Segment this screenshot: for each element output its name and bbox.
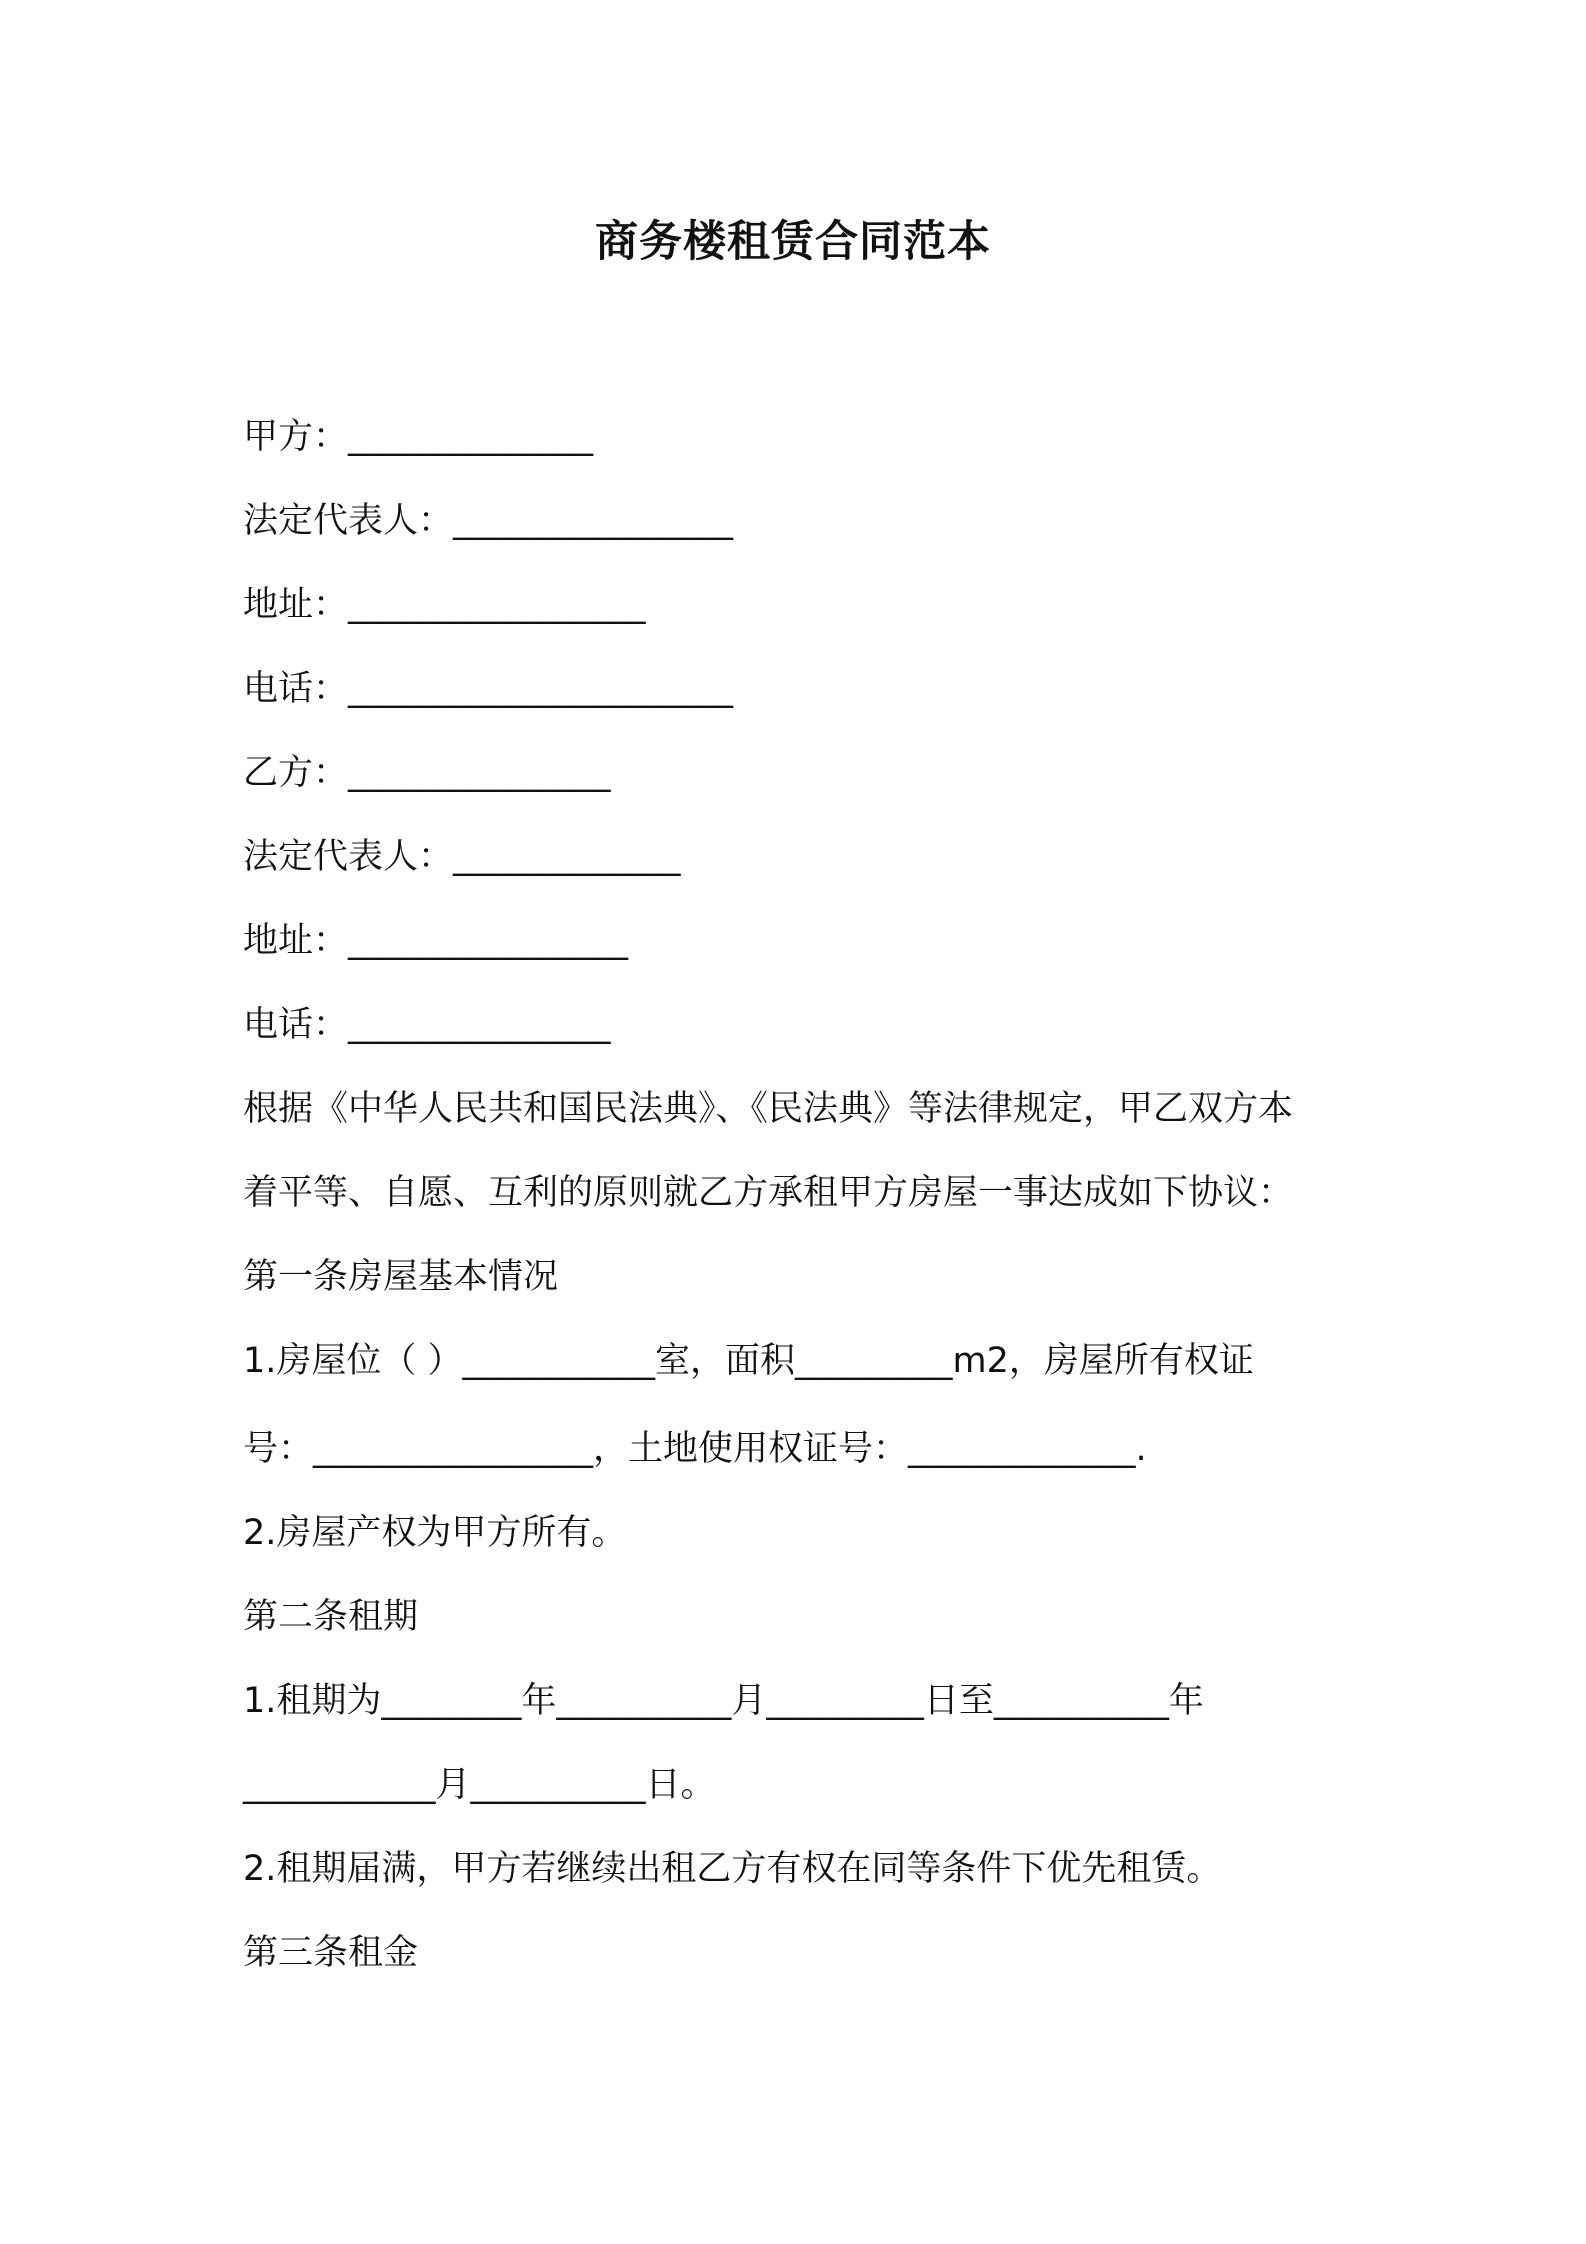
party-a-representative: 法定代表人：________________ <box>243 501 734 541</box>
party-a-address: 地址：_________________ <box>243 585 646 625</box>
article-1-heading: 第一条房屋基本情况 <box>243 1257 559 1297</box>
party-b-name: 乙方：_______________ <box>243 753 611 793</box>
article-2-item-1-line-2: ___________月__________日。 <box>243 1765 716 1805</box>
article-2-item-1-line-1: 1.租期为________年__________月_________日至__________年 <box>243 1681 1204 1721</box>
article-2-item-2: 2.租期届满，甲方若继续出租乙方有权在同等条件下优先租赁。 <box>243 1849 1222 1889</box>
party-b-phone: 电话：_______________ <box>243 1005 611 1045</box>
preamble-line-1: 根据《中华人民共和国民法典》、《民法典》等法律规定，甲乙双方本 <box>243 1089 1294 1129</box>
party-b-representative: 法定代表人：_____________ <box>243 837 681 877</box>
article-1-item-2: 2.房屋产权为甲方所有。 <box>243 1513 627 1553</box>
article-1-item-1-line-2: 号：________________，土地使用权证号：_____________. <box>243 1429 1147 1469</box>
document-title: 商务楼租赁合同范本 <box>595 217 991 267</box>
party-a-name: 甲方：______________ <box>243 417 594 457</box>
article-3-heading: 第三条租金 <box>243 1933 419 1973</box>
party-a-phone: 电话：______________________ <box>243 669 734 709</box>
article-1-item-1-line-1: 1.房屋位（ ）___________室，面积_________m2，房屋所有权证 <box>243 1341 1254 1381</box>
article-2-heading: 第二条租期 <box>243 1597 419 1637</box>
party-b-address: 地址：________________ <box>243 921 629 961</box>
preamble-line-2: 着平等、自愿、互利的原则就乙方承租甲方房屋一事达成如下协议： <box>243 1173 1294 1213</box>
